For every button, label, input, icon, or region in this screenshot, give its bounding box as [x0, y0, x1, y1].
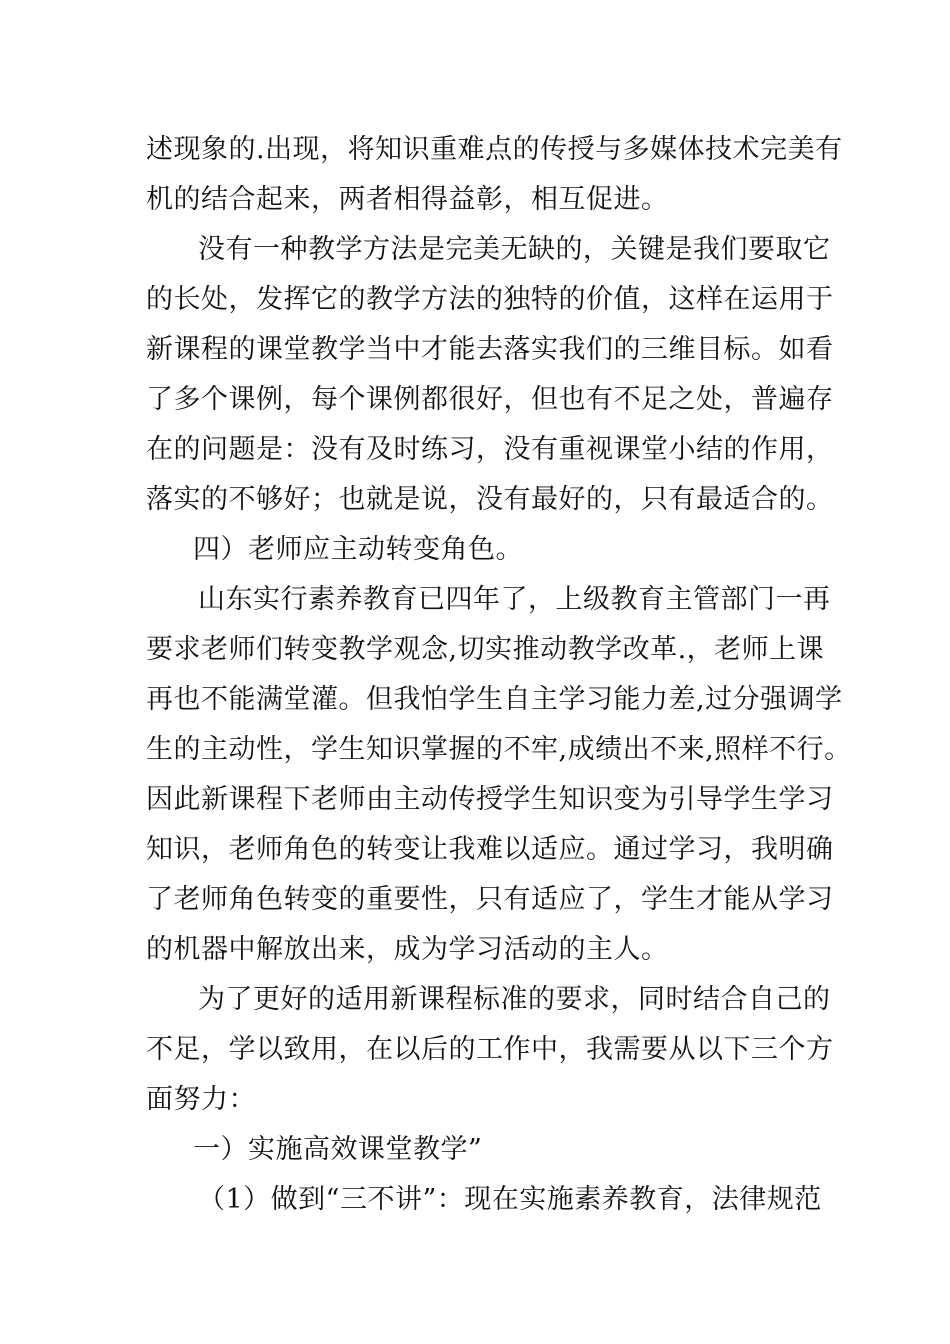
text-line: 生的主动性，学生知识掌握的不牢,成绩出不来,照样不行。 [146, 734, 852, 765]
text-line: 述现象的.出现，将知识重难点的传授与多媒体技术完美有 [146, 134, 843, 165]
text-line: 在的问题是：没有及时练习，没有重视课堂小结的作用， [146, 434, 834, 465]
section-heading: 四）老师应主动转变角色。 [193, 534, 523, 565]
text-line: 要求老师们转变教学观念,切实推动教学改革.，老师上课 [146, 634, 825, 665]
text-line: 了多个课例，每个课例都很好，但也有不足之处，普遍存 [146, 384, 834, 415]
text-line: 不足，学以致用，在以后的工作中，我需要从以下三个方 [146, 1034, 834, 1065]
text-line: 山东实行素养教育已四年了，上级教育主管部门一再 [198, 584, 831, 615]
text-line: 为了更好的适用新课程标准的要求，同时结合自己的 [198, 984, 831, 1015]
text-line: 的机器中解放出来，成为学习活动的主人。 [146, 934, 669, 965]
text-line: 知识，老师角色的转变让我难以适应。通过学习，我明确 [146, 834, 834, 865]
text-line: 的长处，发挥它的教学方法的独特的价值，这样在运用于 [146, 284, 834, 315]
text-line: 没有一种教学方法是完美无缺的，关键是我们要取它 [198, 234, 831, 265]
section-heading: 一）实施高效课堂教学” [193, 1134, 483, 1165]
text-line: 新课程的课堂教学当中才能去落实我们的三维目标。如看 [146, 334, 834, 365]
text-line: 机的结合起来，两者相得益彰，相互促进。 [146, 184, 669, 215]
text-line: 落实的不够好；也就是说，没有最好的，只有最适合的。 [146, 484, 834, 515]
text-line: 因此新课程下老师由主动传授学生知识变为引导学生学习 [146, 784, 834, 815]
text-line: 了老师角色转变的重要性，只有适应了，学生才能从学习 [146, 884, 834, 915]
text-line: （1）做到“三不讲”：现在实施素养教育，法律规范 [198, 1184, 822, 1215]
text-line: 面努力： [146, 1084, 256, 1115]
text-line: 再也不能满堂灌。但我怕学生自主学习能力差,过分强调学 [146, 684, 843, 715]
